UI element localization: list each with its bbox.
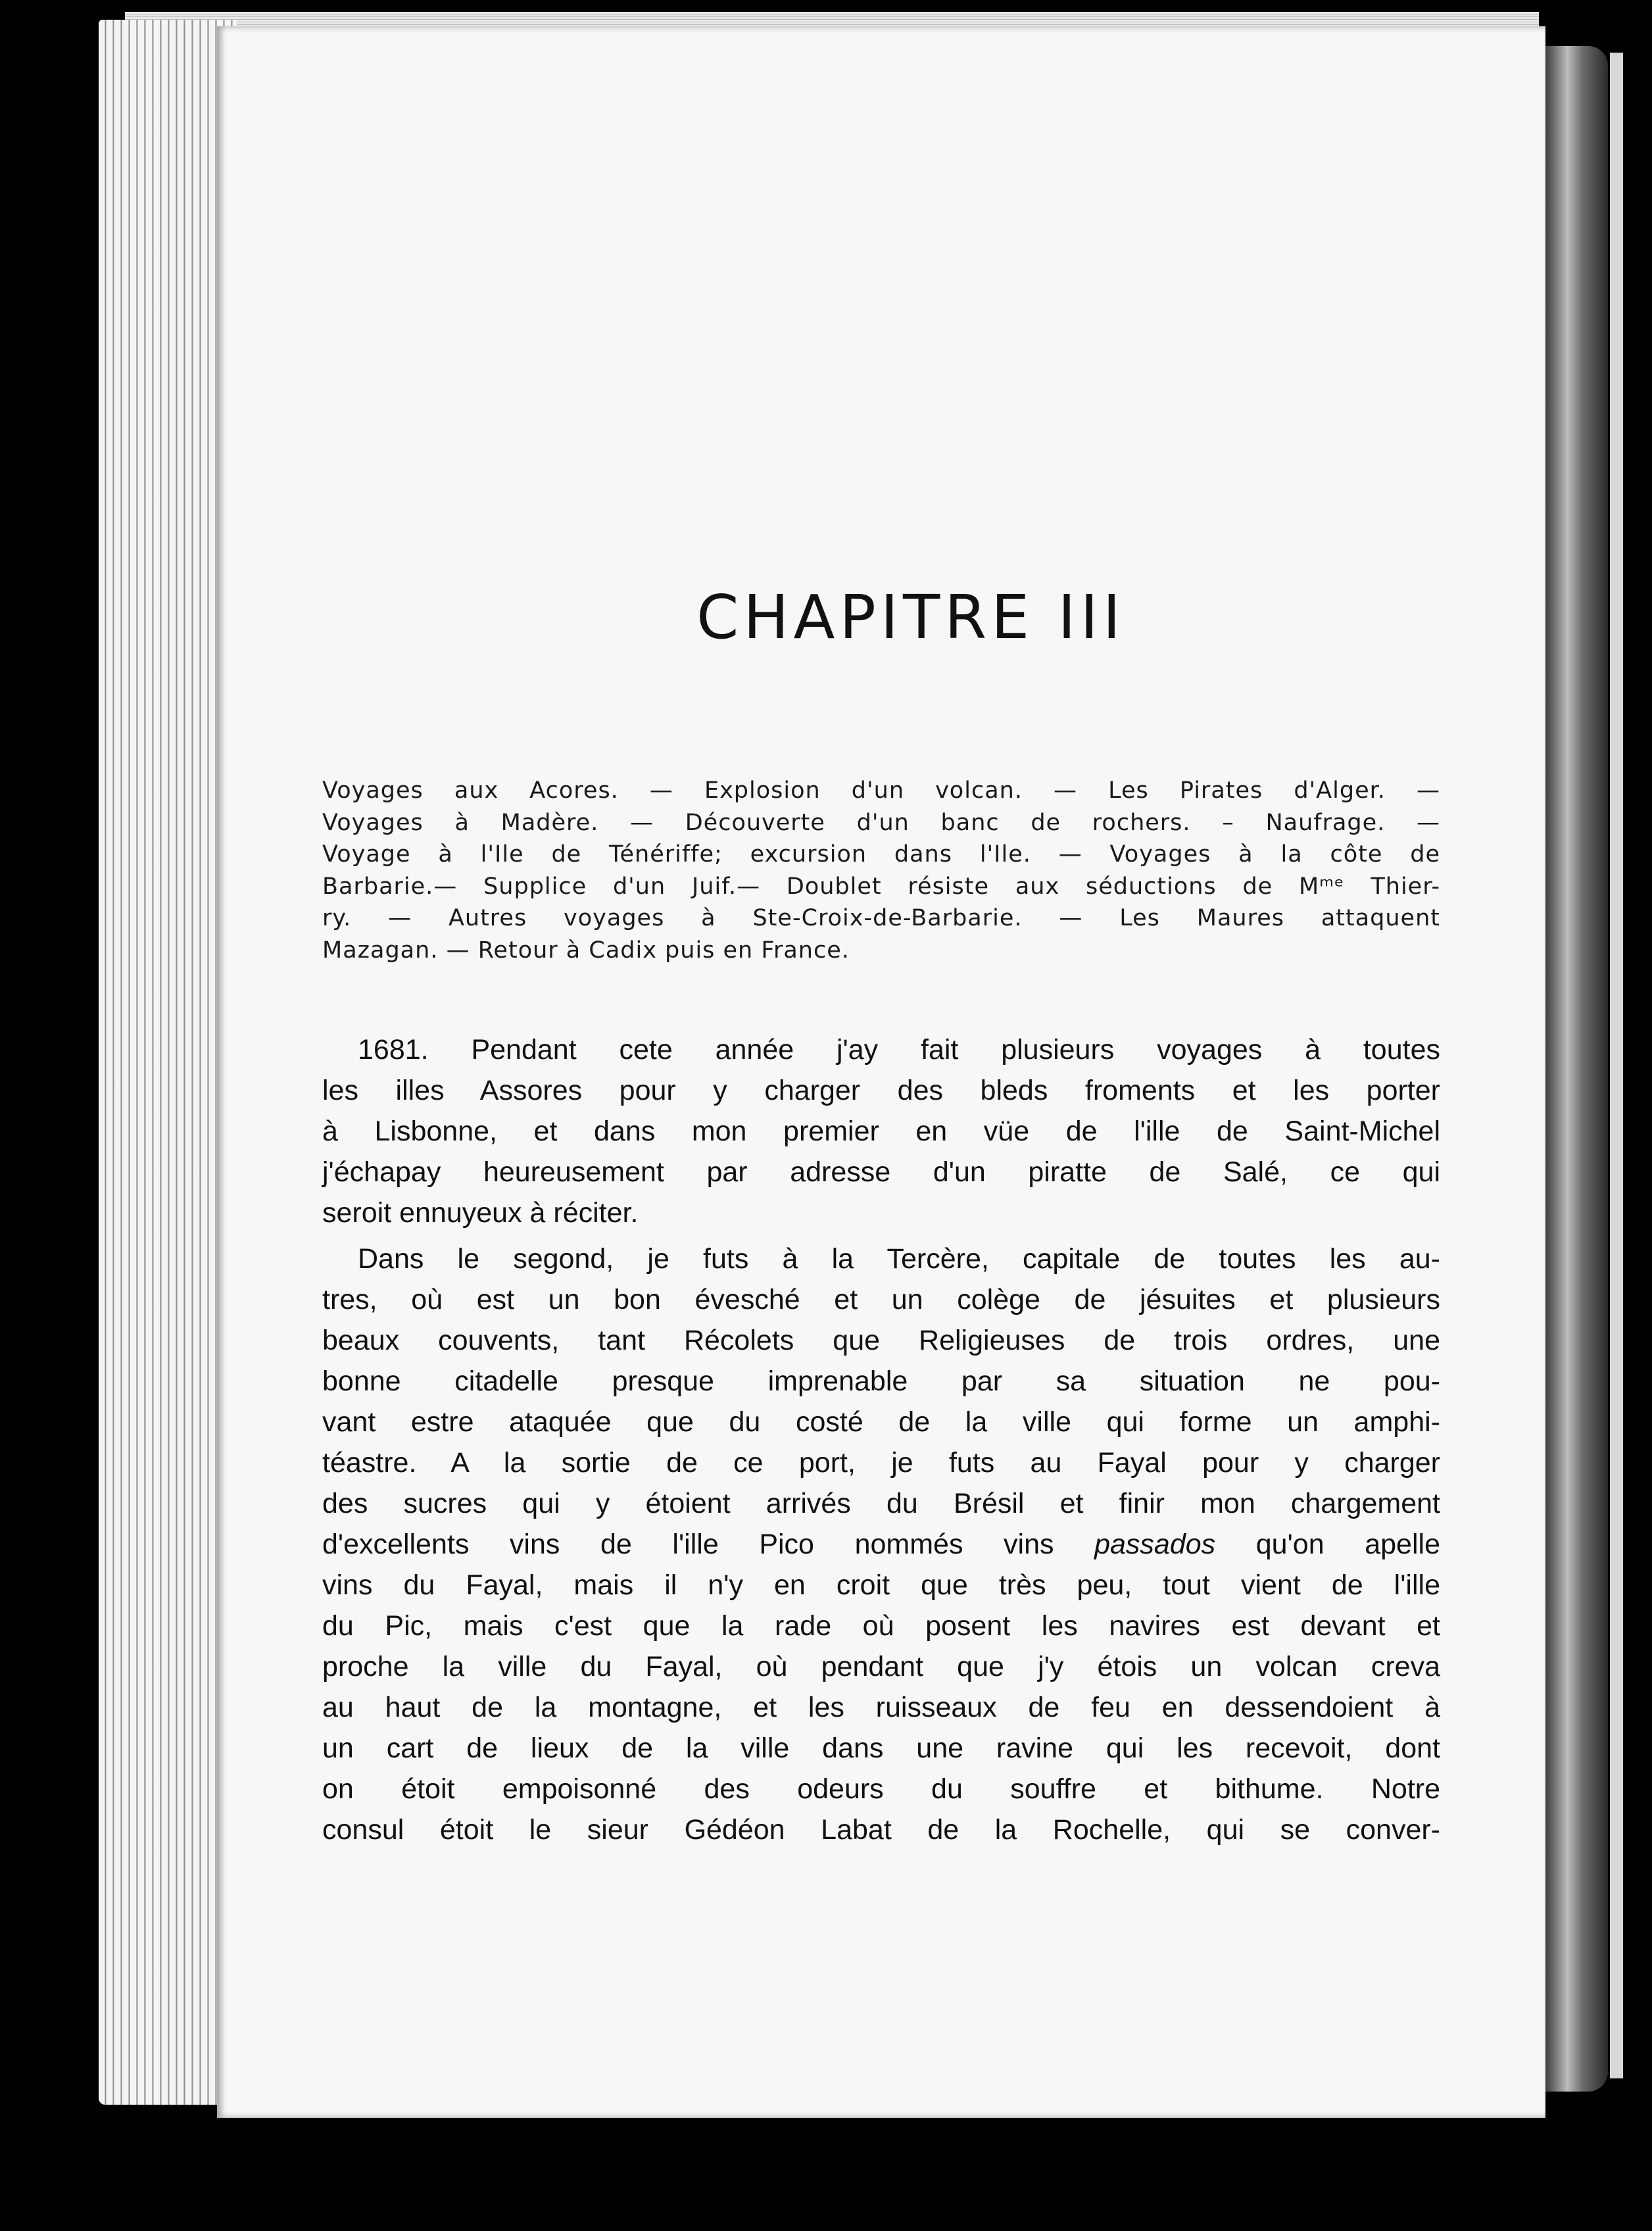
paragraph-2 bbox=[322, 1238, 1440, 1850]
text-line: Dans le segond, je futs à la Tercère, capitale de toutes les au- bbox=[358, 1243, 1440, 1275]
summary-line: Voyage à l'Ile de Ténériffe; excursion dans l'Ile. — Voyages à la côte de bbox=[322, 841, 1440, 868]
text-line: 1681. Pendant cete année j'ay fait plusieurs voyages à toutes bbox=[358, 1034, 1440, 1066]
text-line: j'échapay heureusement par adresse d'un piratte de Salé, ce qui bbox=[322, 1156, 1440, 1188]
book-page-edges bbox=[99, 20, 237, 2105]
text-line: bonne citadelle presque imprenable par sa situation ne pou- bbox=[322, 1365, 1440, 1397]
summary-line: Voyages aux Acores. — Explosion d'un volcan. — Les Pirates d'Alger. — bbox=[322, 777, 1440, 804]
text-line: téastre. A la sortie de ce port, je futs au Fayal pour y charger bbox=[322, 1447, 1440, 1479]
text-line: beaux couvents, tant Récolets que Religieuses de trois ordres, une bbox=[322, 1325, 1440, 1356]
text-line: un cart de lieux de la ville dans une ravine qui les recevoit, dont bbox=[322, 1732, 1440, 1764]
chapter-title: CHAPITRE III bbox=[696, 582, 1125, 652]
text-line-passados bbox=[322, 1524, 1440, 1565]
summary-line: Voyages à Madère. — Découverte d'un banc de rochers. – Naufrage. — bbox=[322, 809, 1440, 836]
text-segment: d'excellents vins de l'ille Pico nommés vins bbox=[322, 1529, 1095, 1560]
next-page-curl bbox=[1545, 46, 1608, 2092]
text-line: on étoit empoisonné des odeurs du souffre et bithume. Notre bbox=[322, 1773, 1440, 1805]
paragraph-1 bbox=[322, 1029, 1440, 1233]
text-line: au haut de la montagne, et les ruisseaux de feu en dessendoient à bbox=[322, 1692, 1440, 1723]
text-line: vant estre ataquée que du costé de la ville qui forme un amphi- bbox=[322, 1406, 1440, 1438]
text-line: vins du Fayal, mais il n'y en croit que très peu, tout vient de l'ille bbox=[322, 1569, 1440, 1601]
text-line: les illes Assores pour y charger des bleds froments et les porter bbox=[322, 1075, 1440, 1106]
chapter-body bbox=[322, 1029, 1440, 1850]
summary-line: ry. — Autres voyages à Ste-Croix-de-Barbarie. — Les Maures attaquent bbox=[322, 905, 1440, 931]
chapter-summary bbox=[322, 775, 1440, 966]
text-line: proche la ville du Fayal, où pendant que j'y étois un volcan creva bbox=[322, 1651, 1440, 1682]
text-line: seroit ennuyeux à réciter. bbox=[322, 1197, 639, 1229]
text-line: à Lisbonne, et dans mon premier en vüe de l'ille de Saint-Michel bbox=[322, 1116, 1440, 1147]
italic-word-passados: passados bbox=[1094, 1529, 1216, 1560]
summary-line: Barbarie.— Supplice d'un Juif.— Doublet résiste aux séductions de Mᵐᵉ Thier- bbox=[322, 873, 1440, 900]
text-line: consul étoit le sieur Gédéon Labat de la Rochelle, qui se conver- bbox=[322, 1814, 1440, 1846]
right-page-strip bbox=[1610, 53, 1623, 2078]
text-line: du Pic, mais c'est que la rade où posent les navires est devant et bbox=[322, 1610, 1440, 1642]
text-line: des sucres qui y étoient arrivés du Brésil et finir mon chargement bbox=[322, 1488, 1440, 1519]
text-segment: qu'on apelle bbox=[1215, 1529, 1440, 1560]
text-line: tres, où est un bon évesché et un colège de jésuites et plusieurs bbox=[322, 1284, 1440, 1315]
summary-line: Mazagan. — Retour à Cadix puis en France. bbox=[322, 937, 850, 964]
